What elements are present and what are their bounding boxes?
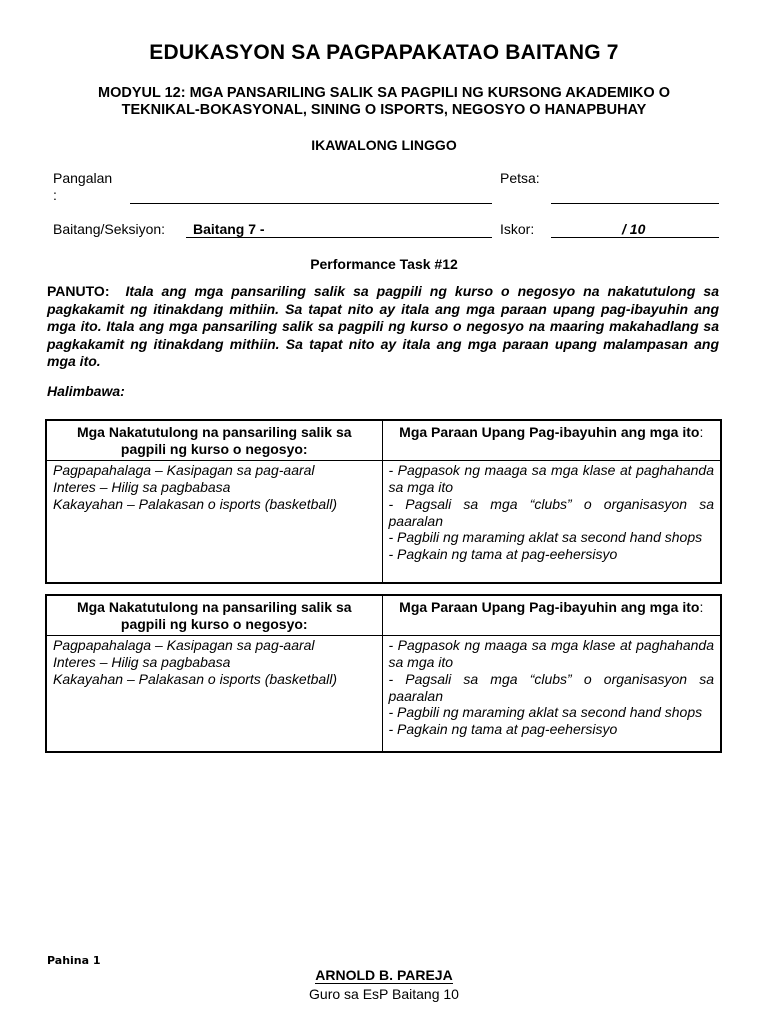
- example-table-1: [45, 419, 722, 584]
- list-item: Interes – Hilig sa pagbabasa: [53, 479, 231, 496]
- score-value: / 10: [622, 221, 646, 237]
- list-item: - Pagbili ng maraming aklat sa second hand shops: [388, 529, 703, 546]
- name-field-line[interactable]: [130, 203, 492, 204]
- ways-cell[interactable]: [382, 461, 721, 584]
- signatory-name-text: ARNOLD B. PAREJA: [315, 967, 453, 983]
- module-title: [60, 85, 708, 119]
- column-header-ways-text: Mga Paraan Upang Pag-ibayuhin ang mga ito: [399, 599, 700, 615]
- list-item: - Pagsali sa mga “clubs” o organisasyon sa paaralan: [388, 495, 714, 529]
- table-body-row: [46, 461, 721, 584]
- column-header-factors: Mga Nakatutulong na pansariling salik sa pagpili ng kurso o negosyo:: [46, 595, 382, 636]
- grade-section-value: Baitang 7 -: [193, 221, 265, 237]
- table-header-row: [46, 595, 721, 636]
- module-title-line-1: MODYUL 12: MGA PANSARILING SALIK SA PAGPILI NG KURSONG AKADEMIKO O: [98, 85, 670, 101]
- column-header-ways-colon: :: [699, 599, 704, 615]
- grade-section-label: Baitang/Seksiyon:: [53, 221, 166, 237]
- page-number: Pahina 1: [47, 954, 101, 967]
- column-header-ways-colon: :: [699, 424, 704, 440]
- score-label: Iskor:: [500, 221, 535, 237]
- column-header-ways: [382, 420, 721, 461]
- column-header-ways-text: Mga Paraan Upang Pag-ibayuhin ang mga ito: [399, 424, 700, 440]
- instructions-lead: PANUTO:: [47, 283, 110, 299]
- list-item: Kakayahan – Palakasan o isports (basketball): [53, 670, 338, 687]
- column-header-factors: Mga Nakatutulong na pansariling salik sa pagpili ng kurso o negosyo:: [46, 420, 382, 461]
- grade-section-field-line[interactable]: [186, 237, 492, 238]
- list-item: Interes – Hilig sa pagbabasa: [53, 654, 231, 671]
- list-item: Pagpapahalaga – Kasipagan sa pag-aaral: [53, 637, 315, 654]
- score-field-line[interactable]: [551, 237, 719, 238]
- list-item: - Pagkain ng tama at pag-eehersisyo: [388, 545, 618, 562]
- signatory-name: [0, 967, 768, 983]
- list-item: - Pagbili ng maraming aklat sa second hand shops: [388, 704, 703, 721]
- example-label: Halimbawa:: [47, 383, 125, 399]
- name-label-colon: :: [53, 187, 57, 203]
- list-item: Pagpapahalaga – Kasipagan sa pag-aaral: [53, 462, 315, 479]
- factors-cell[interactable]: [46, 636, 382, 753]
- list-item: - Pagpasok ng maaga sa mga klase at paghahanda sa mga ito: [388, 637, 714, 671]
- name-label: Pangalan: [53, 170, 113, 186]
- instructions-body: Itala ang mga pansariling salik sa pagpili ng kurso o negosyo na nakatutulong sa pagkakamit ng itinakdang mithiin. Sa tapat nito ay itala ang mga paraan upang pag-ibayuhin ang mga ito. Itala ang mga pansariling salik sa pagpili ng kurso o negosyo na maaring makahadlang sa pagkakamit ng itinakdang mithiin. Sa tapat nito ay itala ang mga paraan upang malampasan ang mga ito.: [47, 283, 719, 370]
- ways-cell[interactable]: [382, 636, 721, 753]
- list-item: - Pagsali sa mga “clubs” o organisasyon sa paaralan: [388, 670, 714, 704]
- table-header-row: [46, 420, 721, 461]
- date-field-line[interactable]: [551, 203, 719, 204]
- example-table-2: [45, 594, 722, 753]
- column-header-ways: [382, 595, 721, 636]
- instructions: [47, 283, 719, 371]
- document-title: EDUKASYON SA PAGPAPAKATAO BAITANG 7: [149, 41, 619, 64]
- module-title-line-2: TEKNIKAL-BOKASYONAL, SINING O ISPORTS, NEGOSYO O HANAPBUHAY: [121, 102, 647, 118]
- table-body-row: [46, 636, 721, 753]
- list-item: Kakayahan – Palakasan o isports (basketball): [53, 495, 338, 512]
- week-label: IKAWALONG LINGGO: [311, 137, 457, 153]
- performance-task-title: Performance Task #12: [310, 256, 458, 272]
- list-item: - Pagpasok ng maaga sa mga klase at paghahanda sa mga ito: [388, 462, 714, 496]
- date-label: Petsa:: [500, 170, 540, 186]
- list-item: - Pagkain ng tama at pag-eehersisyo: [388, 720, 618, 737]
- factors-cell[interactable]: [46, 461, 382, 584]
- signatory-role: Guro sa EsP Baitang 10: [309, 986, 459, 1002]
